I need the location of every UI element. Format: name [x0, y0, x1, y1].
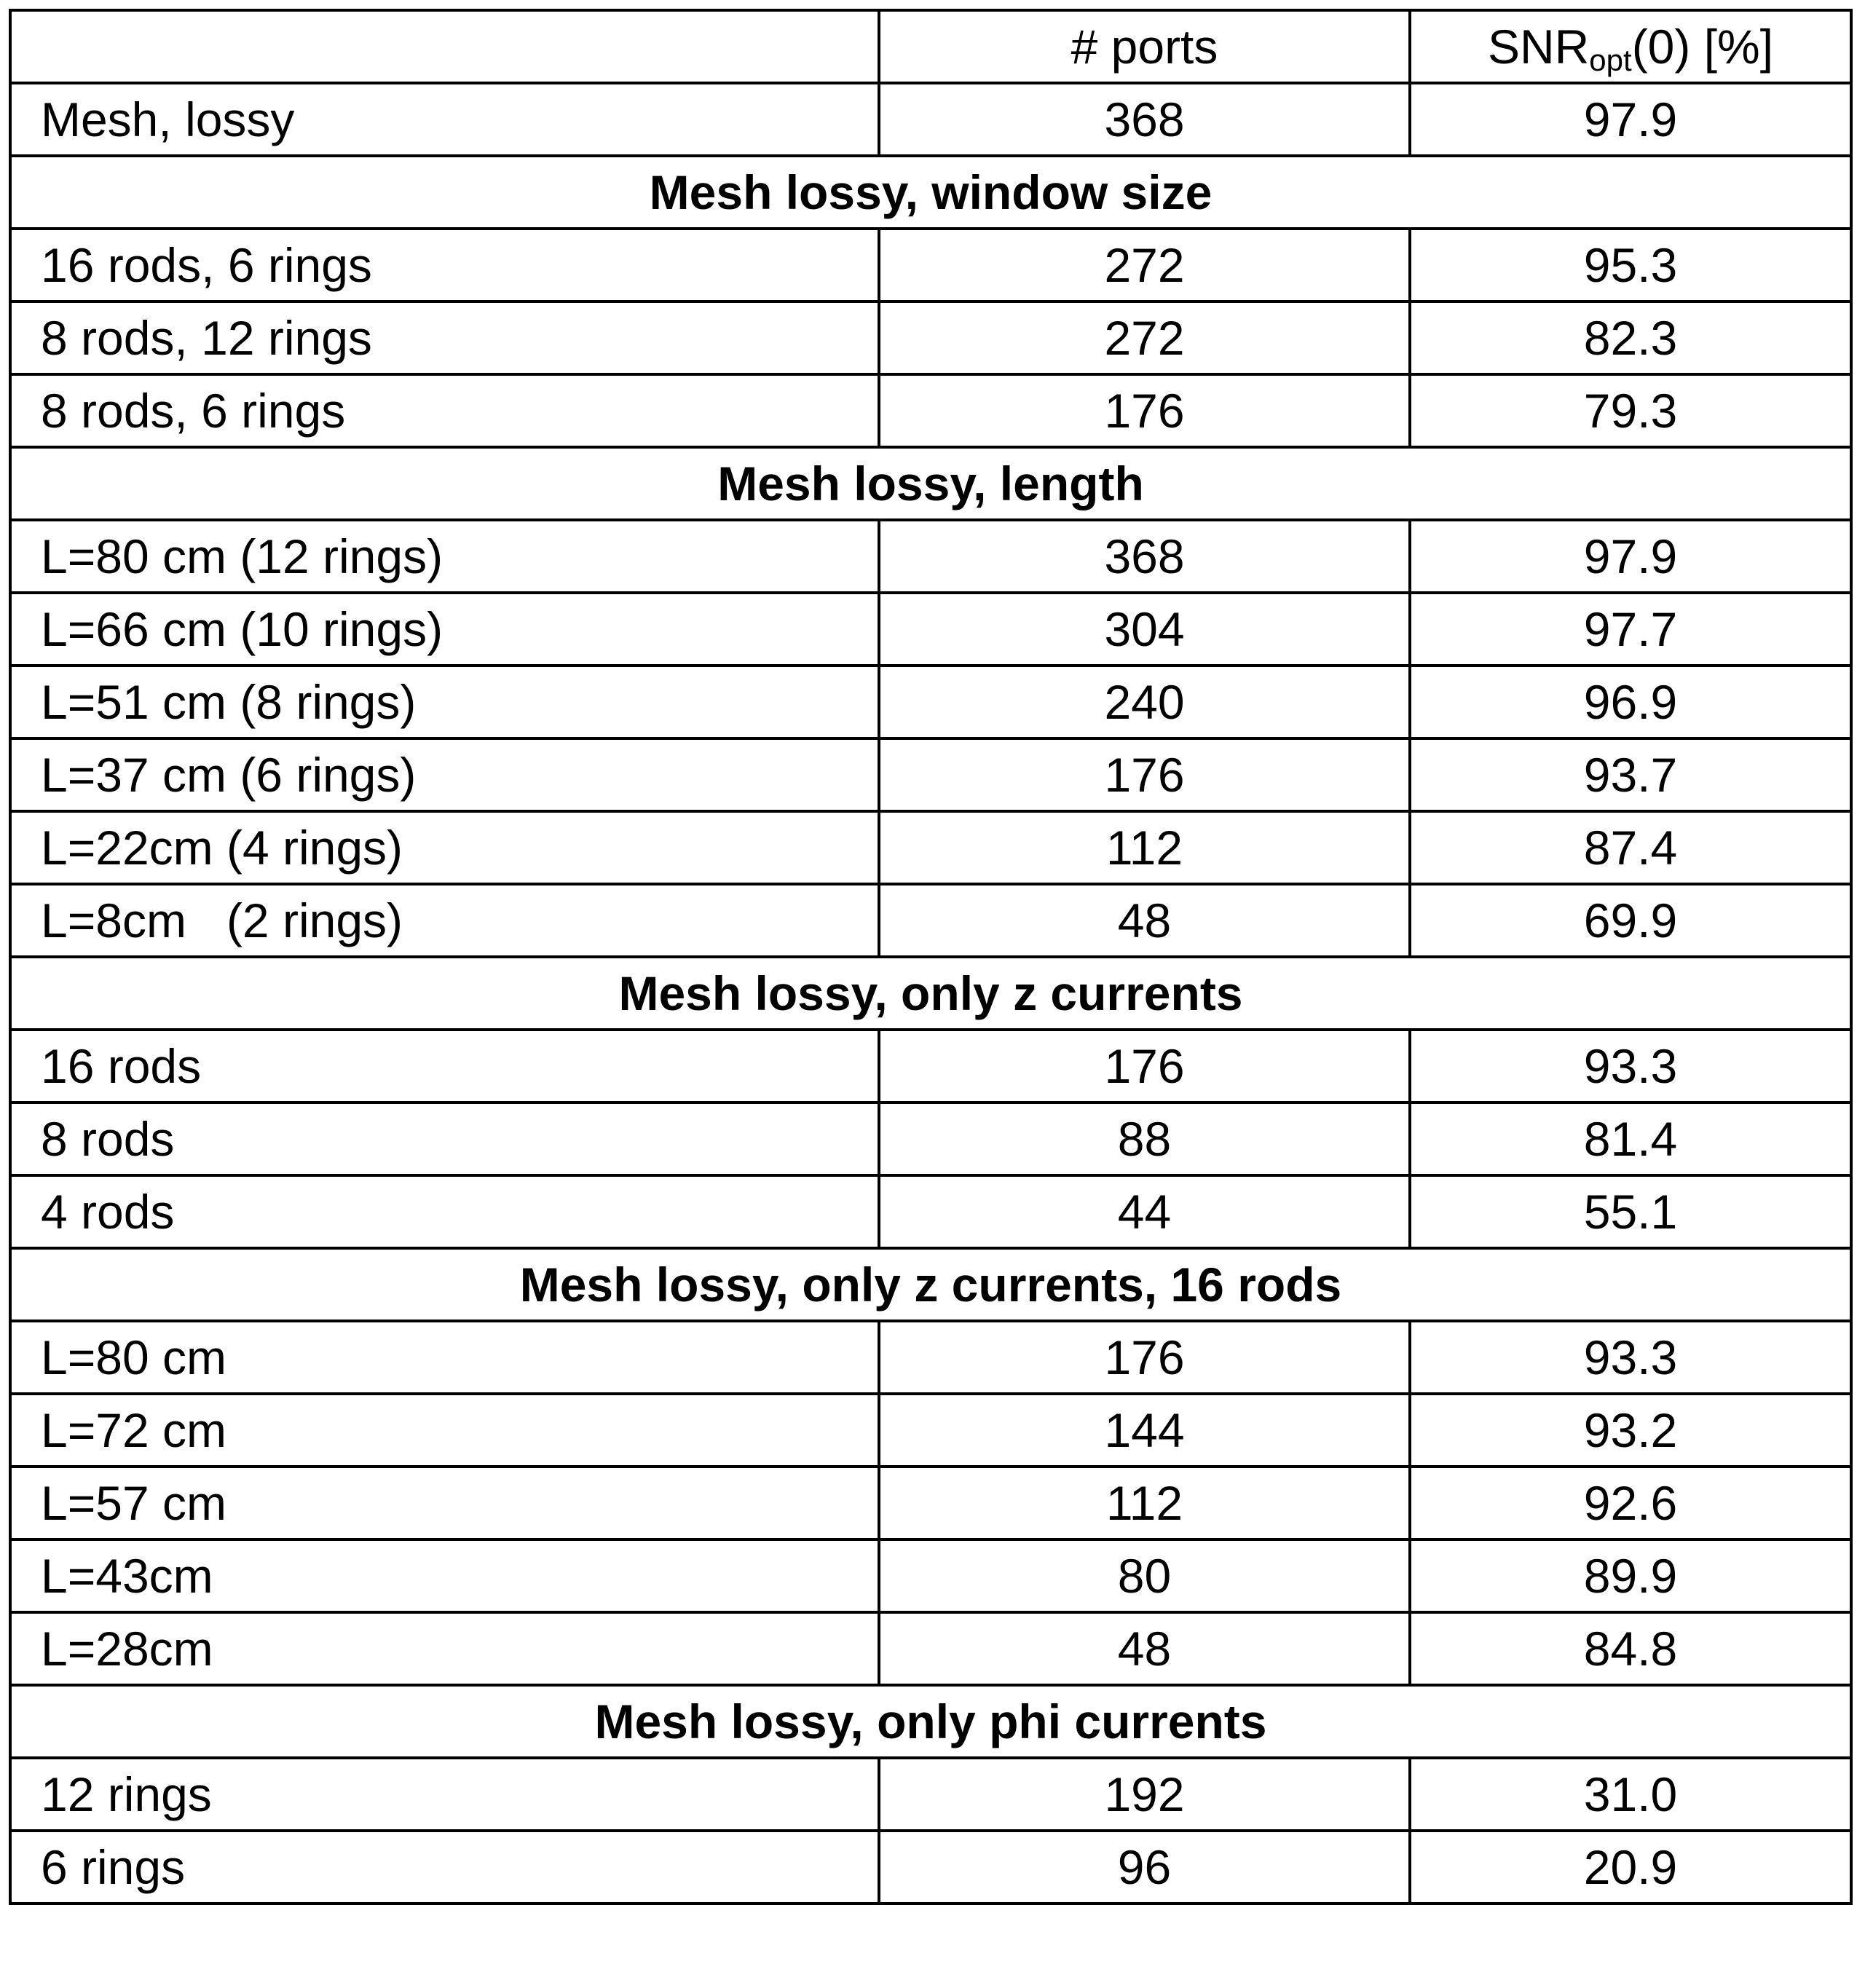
- row-ports-cell: 368: [879, 520, 1410, 593]
- table-row: [10, 1175, 1851, 1248]
- table-row: [10, 1030, 1851, 1103]
- table-row: [10, 1321, 1851, 1394]
- row-label-cell: 4 rods: [10, 1175, 879, 1248]
- table-row: [10, 884, 1851, 957]
- row-snr-cell: 69.9: [1410, 884, 1851, 957]
- row-label-cell: L=80 cm (12 rings): [10, 520, 879, 593]
- table-row: [10, 520, 1851, 593]
- row-label-cell: L=57 cm: [10, 1467, 879, 1539]
- results-table: [9, 9, 1853, 1905]
- section-title: Mesh lossy, window size: [10, 156, 1851, 229]
- row-ports-cell: 176: [879, 374, 1410, 447]
- row-snr-cell: 87.4: [1410, 811, 1851, 884]
- row-ports-cell: 112: [879, 1467, 1410, 1539]
- row-snr-cell: 55.1: [1410, 1175, 1851, 1248]
- section-header-row: [10, 447, 1851, 520]
- row-label-cell: L=28cm: [10, 1612, 879, 1685]
- row-snr-cell: 82.3: [1410, 301, 1851, 374]
- row-snr-cell: 93.7: [1410, 738, 1851, 811]
- section-header-row: [10, 156, 1851, 229]
- row-snr-cell: 97.7: [1410, 593, 1851, 666]
- table-row: [10, 83, 1851, 156]
- row-ports-cell: 96: [879, 1831, 1410, 1904]
- results-table-container: [9, 9, 1850, 1905]
- table-row: [10, 738, 1851, 811]
- table-row: [10, 374, 1851, 447]
- row-ports-cell: 48: [879, 884, 1410, 957]
- row-label-cell: Mesh, lossy: [10, 83, 879, 156]
- table-row: [10, 229, 1851, 301]
- row-snr-cell: 92.6: [1410, 1467, 1851, 1539]
- row-label-cell: 16 rods: [10, 1030, 879, 1103]
- row-label-cell: L=43cm: [10, 1539, 879, 1612]
- row-ports-cell: 176: [879, 1321, 1410, 1394]
- section-title: Mesh lossy, only z currents, 16 rods: [10, 1248, 1851, 1321]
- section-title: Mesh lossy, length: [10, 447, 1851, 520]
- row-snr-cell: 95.3: [1410, 229, 1851, 301]
- header-ports-cell: # ports: [879, 10, 1410, 83]
- table-row: [10, 1831, 1851, 1904]
- row-label-cell: L=22cm (4 rings): [10, 811, 879, 884]
- table-row: [10, 301, 1851, 374]
- section-header-row: [10, 957, 1851, 1030]
- header-snr-prefix: SNR: [1487, 20, 1590, 74]
- row-ports-cell: 192: [879, 1758, 1410, 1831]
- table-row: [10, 666, 1851, 738]
- row-label-cell: 8 rods, 12 rings: [10, 301, 879, 374]
- row-ports-cell: 112: [879, 811, 1410, 884]
- row-label-cell: 12 rings: [10, 1758, 879, 1831]
- row-ports-cell: 44: [879, 1175, 1410, 1248]
- row-snr-cell: 97.9: [1410, 83, 1851, 156]
- row-ports-cell: 144: [879, 1394, 1410, 1467]
- row-ports-cell: 240: [879, 666, 1410, 738]
- row-snr-cell: 96.9: [1410, 666, 1851, 738]
- row-ports-cell: 304: [879, 593, 1410, 666]
- row-label-cell: 8 rods: [10, 1103, 879, 1175]
- row-snr-cell: 81.4: [1410, 1103, 1851, 1175]
- row-label-cell: 6 rings: [10, 1831, 879, 1904]
- row-label-cell: L=37 cm (6 rings): [10, 738, 879, 811]
- table-row: [10, 1103, 1851, 1175]
- row-snr-cell: 93.3: [1410, 1030, 1851, 1103]
- row-ports-cell: 88: [879, 1103, 1410, 1175]
- table-body: [10, 83, 1851, 1904]
- table-row: [10, 1612, 1851, 1685]
- row-ports-cell: 48: [879, 1612, 1410, 1685]
- section-title: Mesh lossy, only z currents: [10, 957, 1851, 1030]
- row-label-cell: L=80 cm: [10, 1321, 879, 1394]
- row-snr-cell: 93.3: [1410, 1321, 1851, 1394]
- row-snr-cell: 20.9: [1410, 1831, 1851, 1904]
- header-label-cell: [10, 10, 879, 83]
- row-label-cell: L=66 cm (10 rings): [10, 593, 879, 666]
- row-snr-cell: 79.3: [1410, 374, 1851, 447]
- row-ports-cell: 176: [879, 1030, 1410, 1103]
- table-row: [10, 1539, 1851, 1612]
- row-snr-cell: 93.2: [1410, 1394, 1851, 1467]
- row-label-cell: L=72 cm: [10, 1394, 879, 1467]
- header-row: [10, 10, 1851, 83]
- section-header-row: [10, 1685, 1851, 1758]
- row-snr-cell: 84.8: [1410, 1612, 1851, 1685]
- header-snr-subscript: opt: [1589, 43, 1632, 77]
- section-header-row: [10, 1248, 1851, 1321]
- section-title: Mesh lossy, only phi currents: [10, 1685, 1851, 1758]
- row-snr-cell: 89.9: [1410, 1539, 1851, 1612]
- header-snr-suffix: (0) [%]: [1631, 20, 1774, 74]
- row-label-cell: L=51 cm (8 rings): [10, 666, 879, 738]
- header-snr-cell: [1410, 10, 1851, 83]
- row-ports-cell: 272: [879, 229, 1410, 301]
- row-label-cell: 16 rods, 6 rings: [10, 229, 879, 301]
- table-row: [10, 1467, 1851, 1539]
- row-snr-cell: 97.9: [1410, 520, 1851, 593]
- row-snr-cell: 31.0: [1410, 1758, 1851, 1831]
- table-row: [10, 811, 1851, 884]
- table-row: [10, 593, 1851, 666]
- table-row: [10, 1394, 1851, 1467]
- row-ports-cell: 176: [879, 738, 1410, 811]
- row-ports-cell: 272: [879, 301, 1410, 374]
- row-ports-cell: 80: [879, 1539, 1410, 1612]
- row-label-cell: 8 rods, 6 rings: [10, 374, 879, 447]
- table-row: [10, 1758, 1851, 1831]
- row-label-cell: L=8cm (2 rings): [10, 884, 879, 957]
- row-ports-cell: 368: [879, 83, 1410, 156]
